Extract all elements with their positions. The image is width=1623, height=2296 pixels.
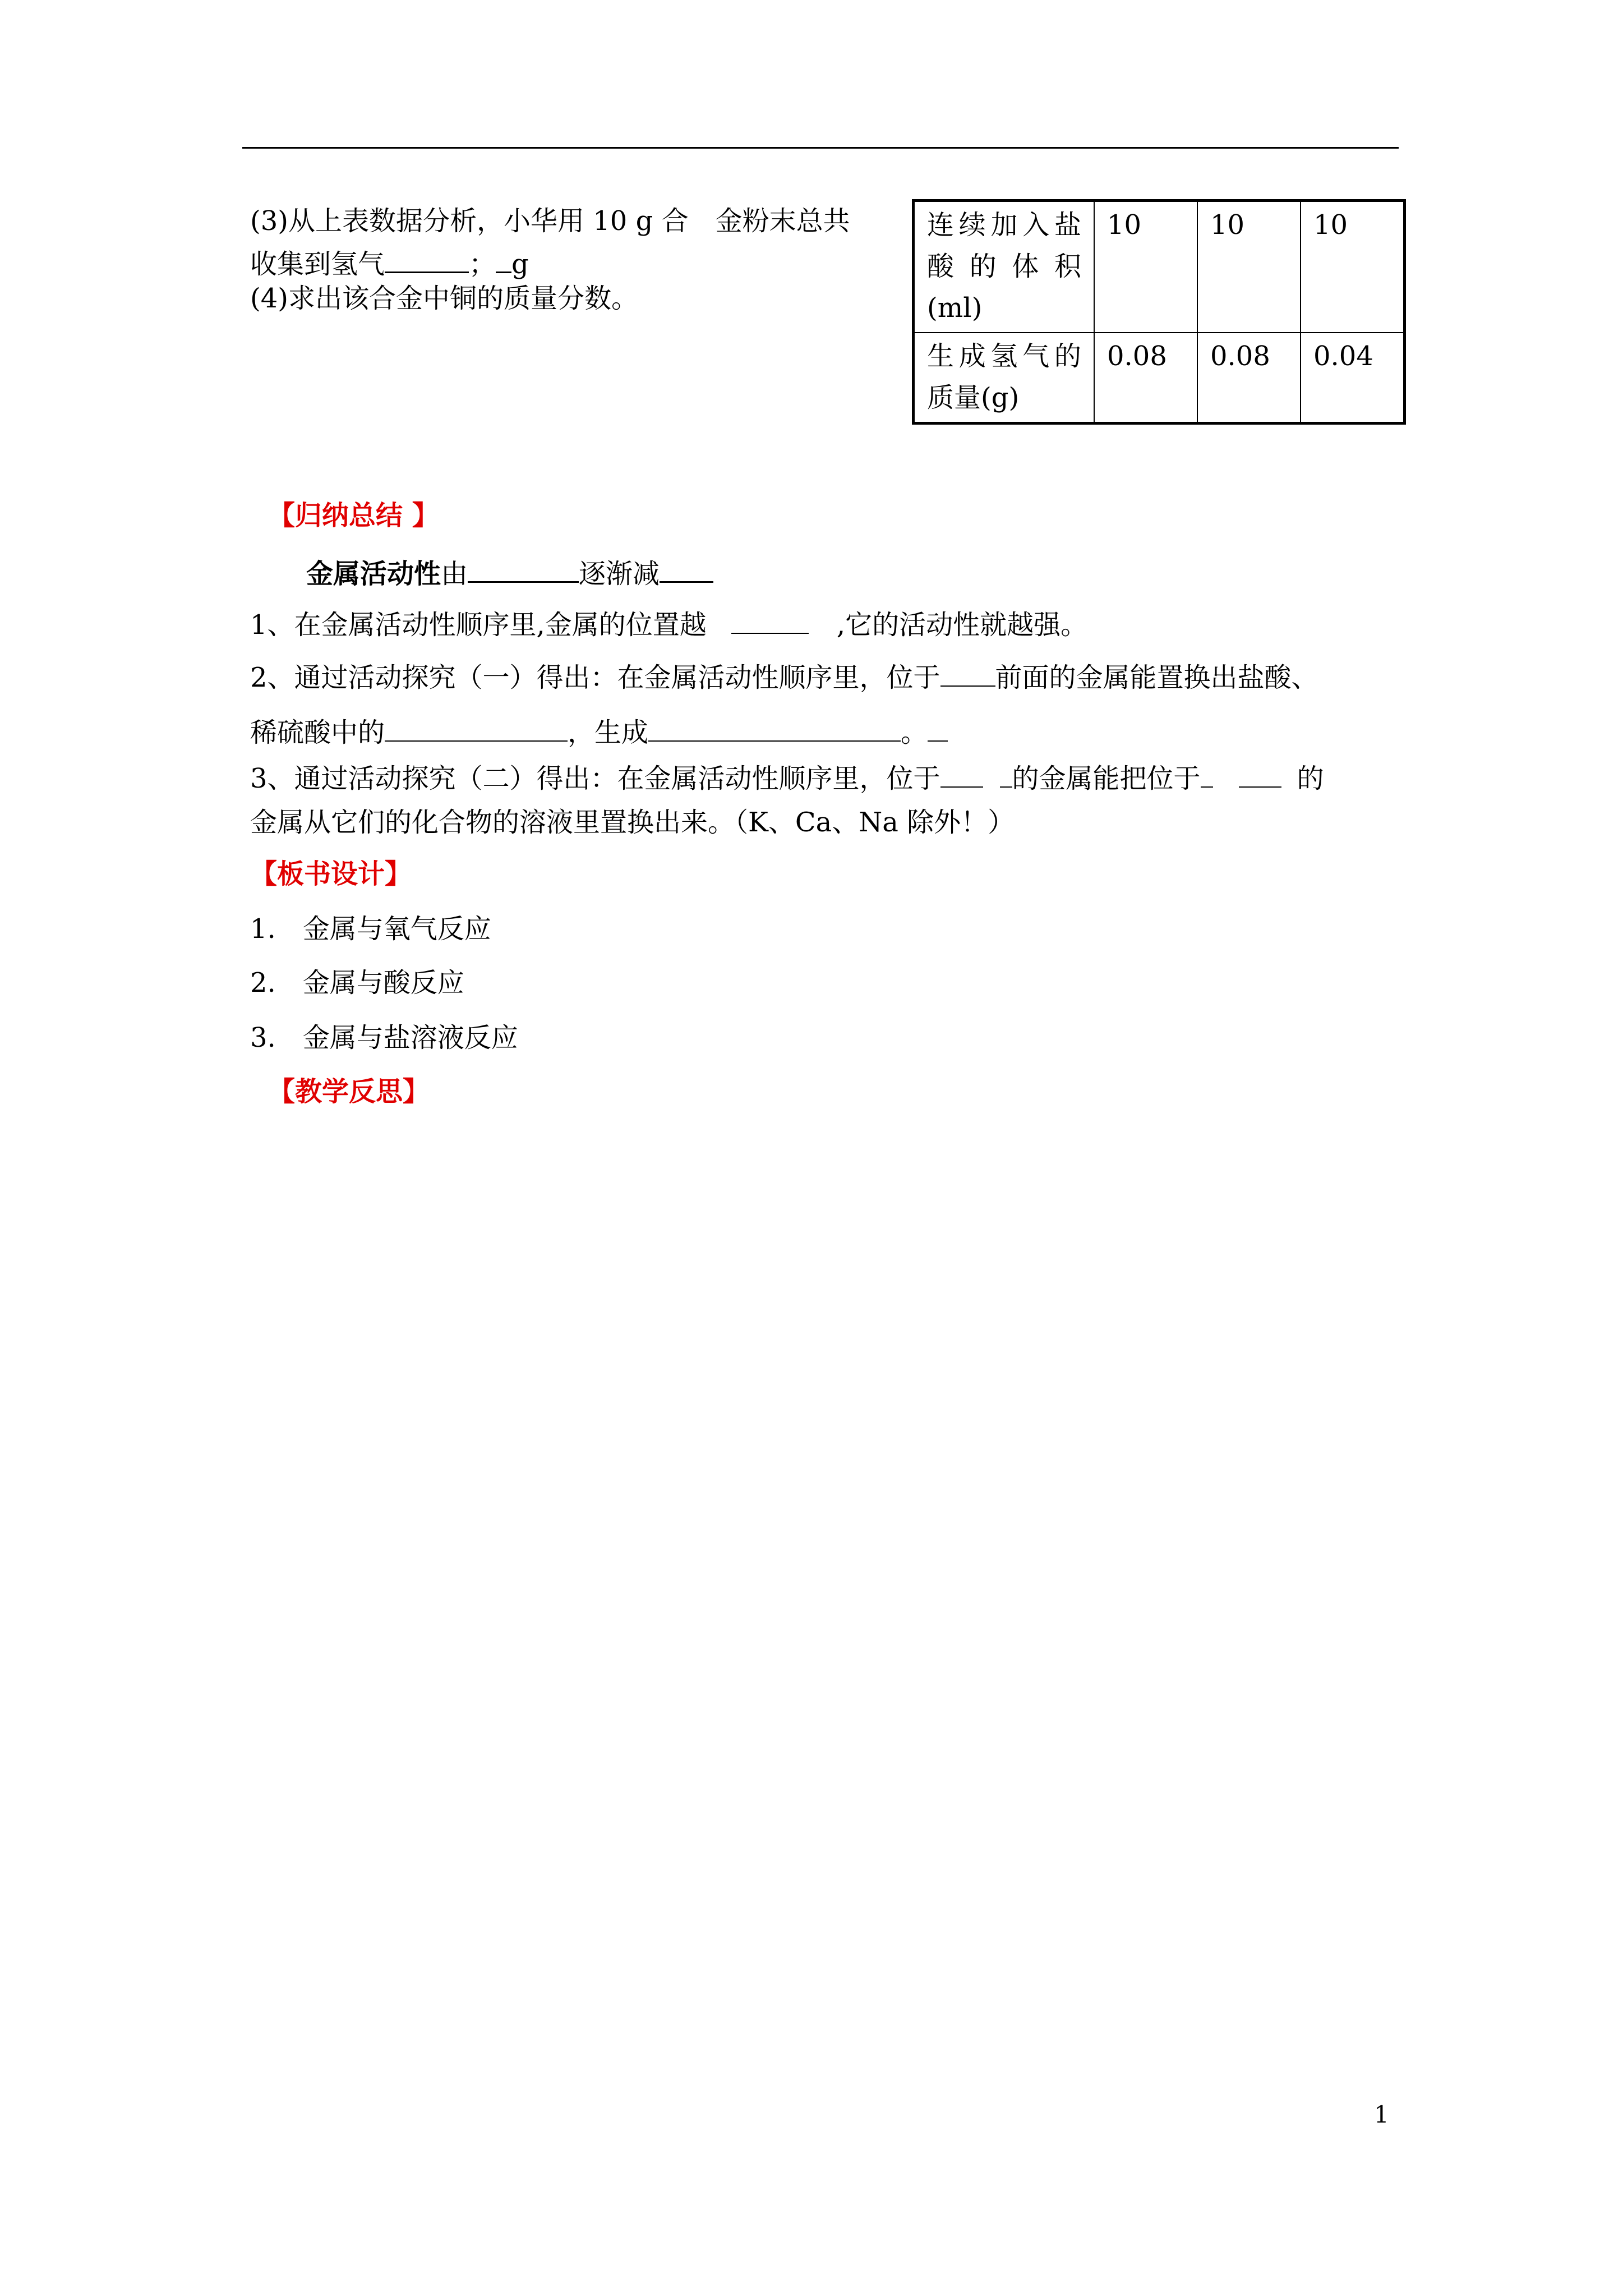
question-3-unit: g	[511, 249, 529, 280]
activity-decrease: 逐渐减	[579, 558, 660, 590]
question-3-separator: ；	[469, 249, 496, 280]
summary-item-2-generate: ，生成	[568, 717, 649, 748]
board-title: 【板书设计】	[250, 858, 412, 890]
header-rule	[242, 147, 1399, 149]
page-number: 1	[1374, 2101, 1389, 2128]
front-blank[interactable]	[940, 764, 983, 788]
table-cell: 10	[1301, 201, 1405, 333]
summary-title: 【归纳总结 】	[268, 500, 439, 531]
table-row-label: 生成氢气的质量(g)	[914, 333, 1095, 424]
table-cell: 0.04	[1301, 333, 1405, 424]
table-cell: 0.08	[1094, 333, 1197, 424]
summary-item-2-period: 。	[901, 717, 928, 748]
summary-item-3-text: 3、通过活动探究（二）得出：在金属活动性顺序里，位于	[250, 763, 940, 794]
summary-item-3-tail: 的	[1297, 763, 1324, 794]
summary-item-2-line-2	[250, 714, 948, 752]
hydrogen-blank[interactable]	[385, 242, 469, 273]
summary-item-2-text: 2、通过活动探究（一）得出：在金属活动性顺序里，位于	[250, 662, 940, 693]
behind-blank[interactable]	[1201, 764, 1213, 788]
position-blank[interactable]	[731, 610, 809, 634]
activity-order-line	[306, 552, 713, 593]
summary-item-1-tail: ,它的活动性就越强。	[836, 609, 1088, 641]
board-item-3: 3. 金属与盐溶液反应	[250, 1022, 518, 1053]
summary-item-3-middle: 的金属能把位于	[1012, 763, 1201, 794]
activity-label: 金属活动性	[306, 558, 441, 590]
board-item-1: 1. 金属与氧气反应	[250, 913, 491, 945]
activity-from: 由	[441, 558, 468, 590]
hydrogen-blank-2[interactable]	[496, 242, 511, 273]
question-block	[250, 200, 895, 320]
front-blank-2[interactable]	[1000, 764, 1012, 788]
summary-item-1-text: 1、在金属活动性顺序里,金属的位置越	[250, 609, 707, 641]
table-cell: 10	[1094, 201, 1197, 333]
table-row-label: 连续加入盐酸的体积(ml)	[914, 201, 1095, 333]
data-table	[912, 199, 1406, 425]
activity-blank-2[interactable]	[660, 552, 713, 583]
question-3-text: 收集到氢气	[250, 249, 385, 280]
element-blank[interactable]	[385, 718, 568, 742]
summary-item-3-line-1	[250, 760, 1324, 798]
trailing-blank	[928, 718, 948, 742]
question-4: (4)求出该合金中铜的质量分数。	[250, 283, 638, 314]
reflection-title: 【教学反思】	[268, 1076, 430, 1107]
table-cell: 10	[1197, 201, 1301, 333]
summary-item-2-tail: 前面的金属能置换出盐酸、	[995, 662, 1318, 693]
table-row	[914, 201, 1405, 333]
table-cell: 0.08	[1197, 333, 1301, 424]
activity-blank-1[interactable]	[468, 552, 579, 583]
product-blank[interactable]	[648, 718, 901, 742]
summary-item-2-line-1	[250, 659, 1318, 697]
question-3-line-1: (3)从上表数据分析，小华用 10 g 合 金粉末总共	[250, 205, 850, 237]
hydrogen-position-blank[interactable]	[940, 663, 995, 687]
summary-item-1	[250, 606, 1087, 644]
summary-item-2-continued: 稀硫酸中的	[250, 717, 385, 748]
board-item-2: 2. 金属与酸反应	[250, 967, 464, 999]
summary-item-3-line-2: 金属从它们的化合物的溶液里置换出来。（K、Ca、Na 除外！）	[250, 807, 1015, 838]
table-row	[914, 333, 1405, 424]
behind-blank-2[interactable]	[1239, 764, 1281, 788]
